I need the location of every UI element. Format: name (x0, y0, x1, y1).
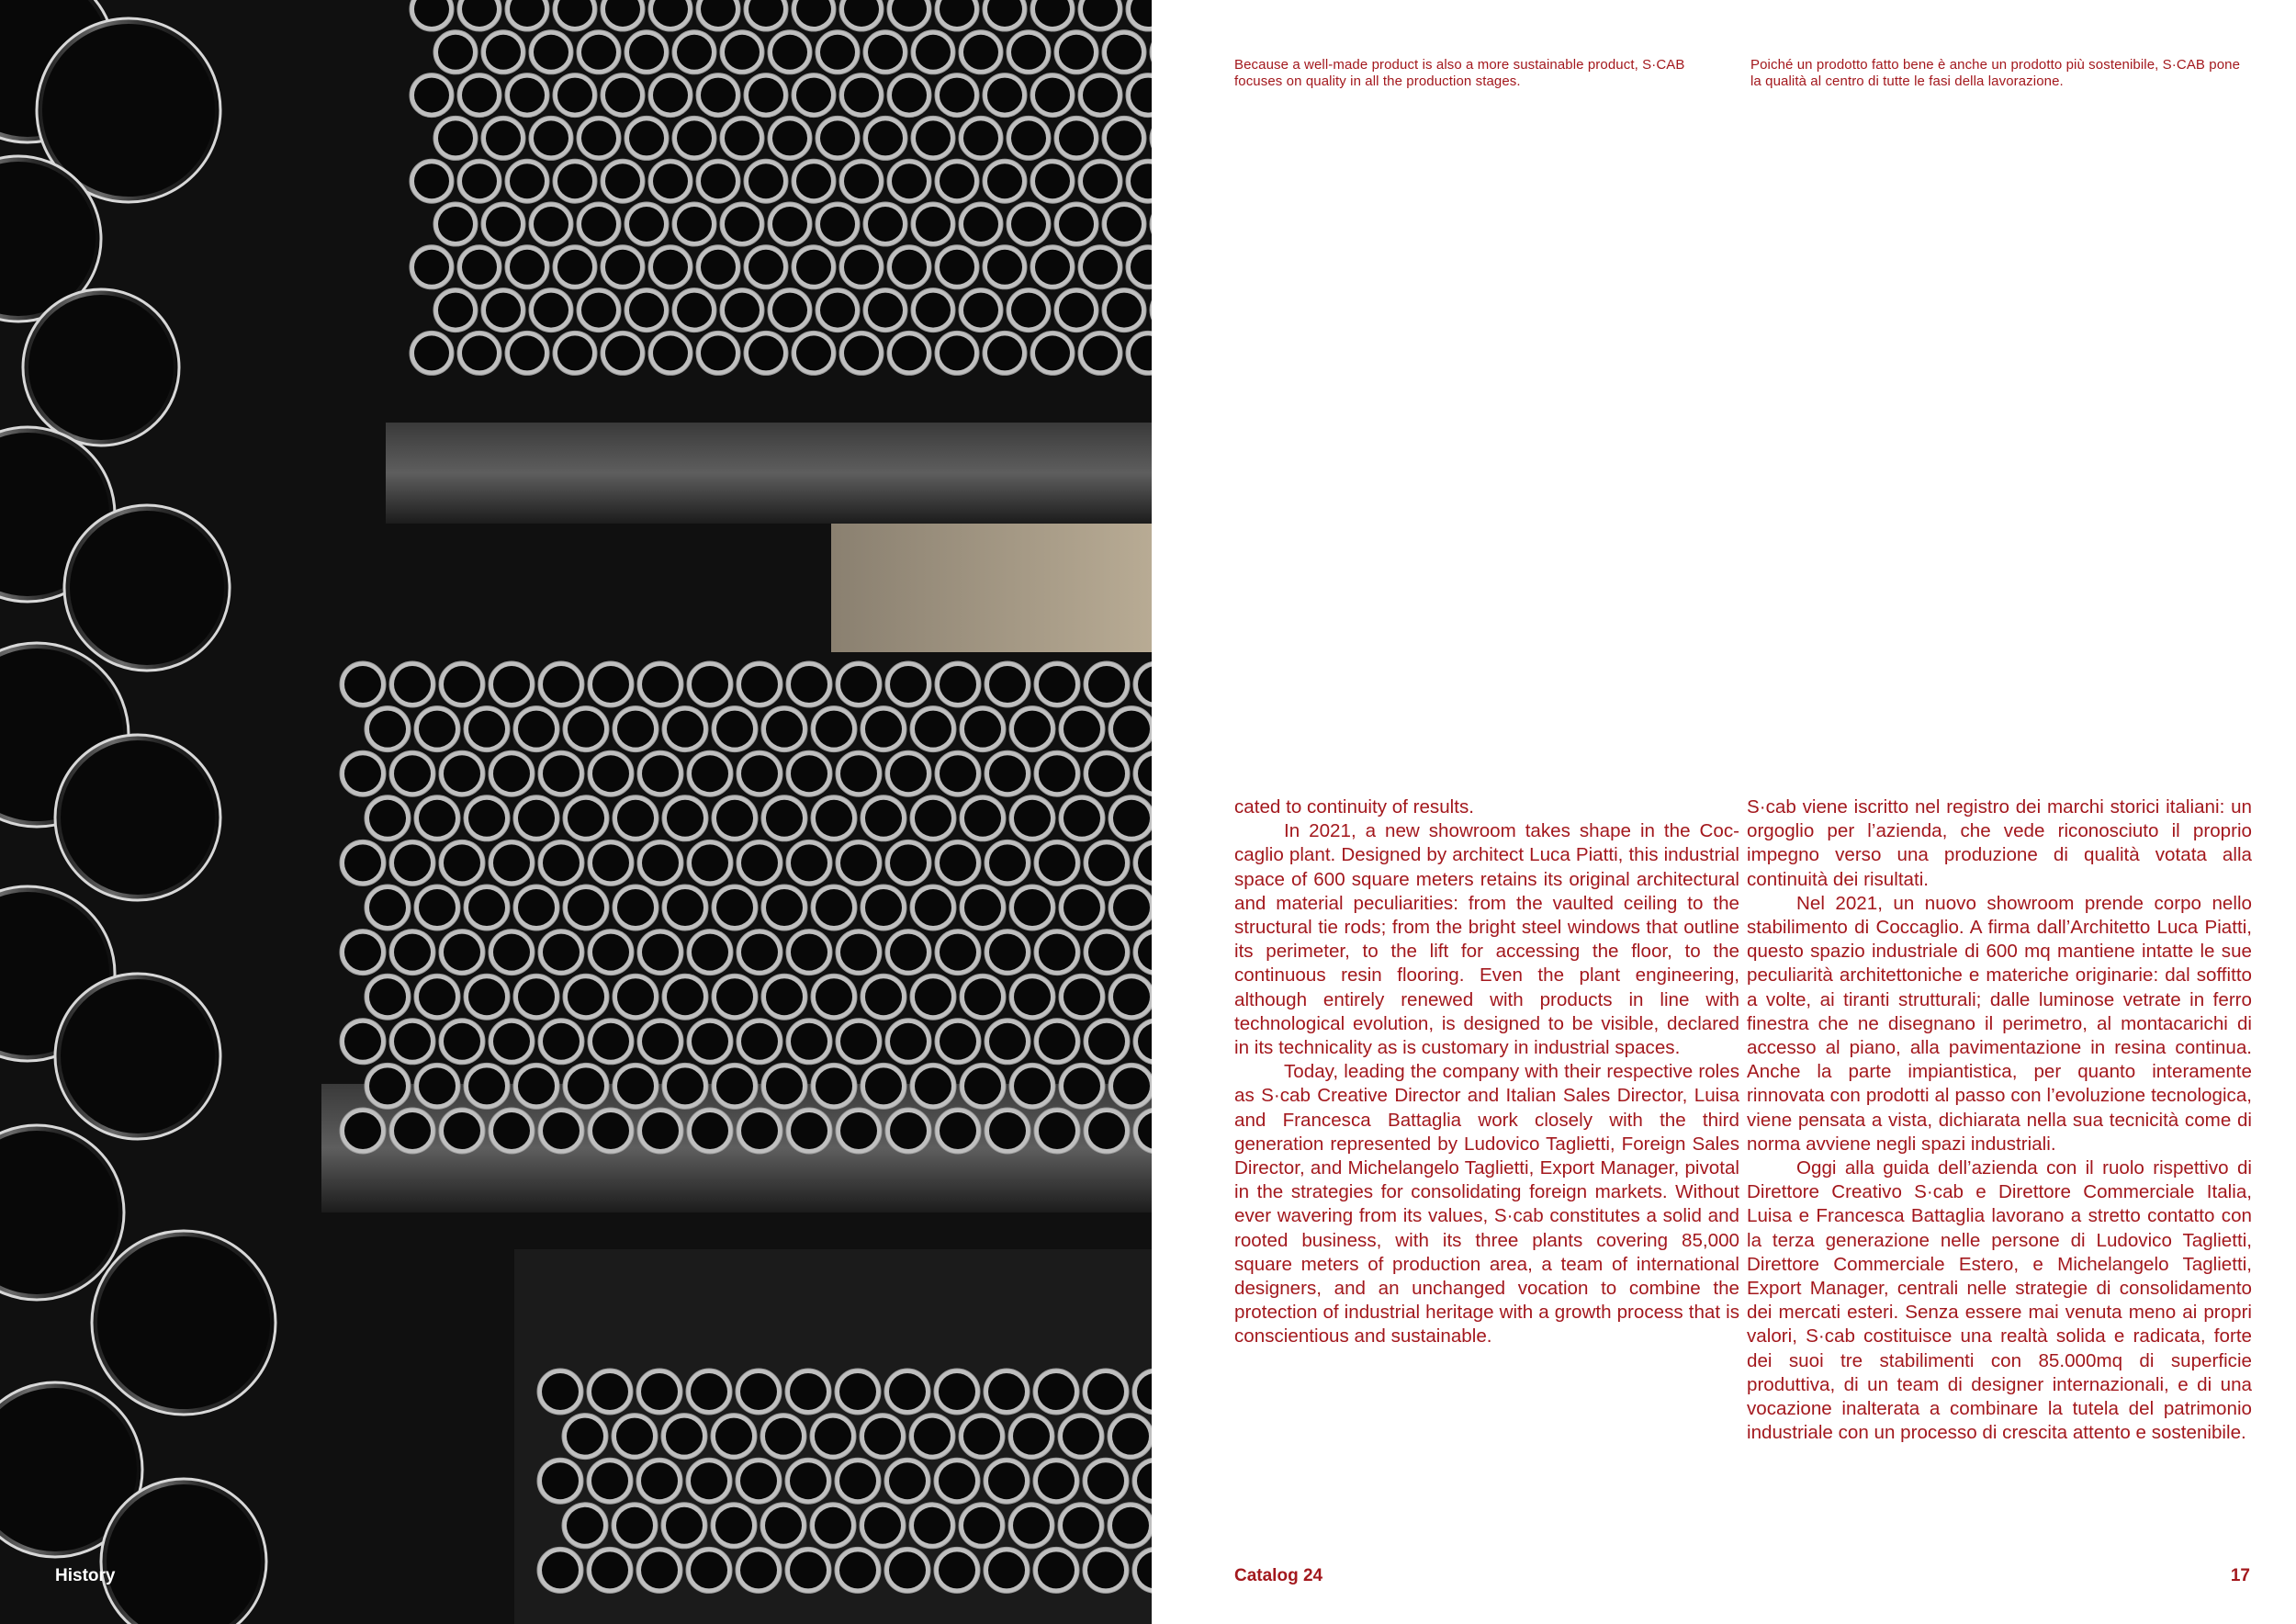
page-number: 17 (2230, 1566, 2250, 1585)
english-text-column (1234, 795, 1739, 1349)
italian-paragraph: Oggi alla guida dell’azienda con il ruolo rispettivo di Direttore Creativo S·cab e Direttore Commerciale Italia, Luisa e Francesca Battaglia lavorano a stretto contatto con la terza generazione nelle persone di Ludovico Taglietti, Direttore Commerciale Estero, e Michelangelo Taglietti, Export Manager, centrali nelle strategie di consolidamento dei mercati esteri. Senza essere mai venuta meno ai propri valori, S·cab costituisce una realtà solida e radicata, forte dei suoi tre stabilimenti con 85.000mq di superficie produttiva, di un team di designer internazionali, e di una vocazione inalterata a combinare la tutela del patrimonio industriale con un processo di crescita attento e sostenibile. (1747, 1157, 2252, 1444)
english-paragraph: cated to continuity of results. (1234, 796, 1474, 818)
caption-italian: Poiché un prodotto fatto bene è anche un prodotto più sostenibile, S·CAB pone la qualità al centro di tutte le fasi della lavorazione. (1750, 57, 2241, 89)
caption-english: Because a well-made product is also a more sustainable product, S·CAB focuses on quality in all the production stages. (1234, 57, 1685, 89)
italian-text-column (1747, 795, 2252, 1445)
italian-paragraph: S·cab viene iscritto nel registro dei marchi storici italiani: un orgoglio per l’azienda, che vede riconosciuto il proprio impegno verso una produzione di qualità votata alla continuità dei risultati. (1747, 796, 2252, 890)
english-paragraph: In 2021, a new showroom takes shape in the Coccaglio plant. Designed by architect Luca Piatti, this industrial space of 600 square meters retains its original architectural and material peculiarities: from the vaulted ceiling to the structural tie rods; from the bright steel windows that outline its perimeter, to the lift for accessing the floor, to the continuous resin flooring. Even the plant engineering, although entirely renewed with products in line with technological evolution, is designed to be visible, declared in its technicality as is customary in industrial spaces. (1234, 820, 1739, 1059)
catalog-title: Catalog 24 (1234, 1566, 1323, 1585)
english-paragraph: Today, leading the company with their respective roles as S·cab Creative Director and Italian Sales Director, Luisa and Francesca Battaglia work closely with the third generation represented by Ludovico Taglietti, Foreign Sales Director, and Michelangelo Taglietti, Export Manager, pivotal in the strategies for consolidating foreign markets. Without ever wavering from its values, S·cab constitutes a solid and rooted business, with its three plants covering 85,000 square meters of production area, a team of international designers, and an unchanged vocation to combine the protection of industrial heritage with a growth process that is conscientious and sustainable. (1234, 1061, 1739, 1348)
section-label: History (55, 1566, 116, 1585)
italian-paragraph: Nel 2021, un nuovo showroom prende corpo nello stabilimento di Coccaglio. A firma dall’Architetto Luca Piatti, questo spazio industriale di 600 mq mantiene intatte le sue peculiarità architettoniche e materiche originarie: dal soffitto a volte, ai tiranti strutturali; dalle luminose vetrate in ferro finestra che ne disegnano il perimetro, al montacarichi di accesso al piano, alla pavimentazione in resina continua. Anche la parte impiantistica, per quanto interamente rinnovata con prodotti al passo con l’evoluzione tecnologica, viene pensata a vista, dichiarata nella sua tecnicità come di norma avviene negli spazi industriali. (1747, 892, 2252, 1155)
